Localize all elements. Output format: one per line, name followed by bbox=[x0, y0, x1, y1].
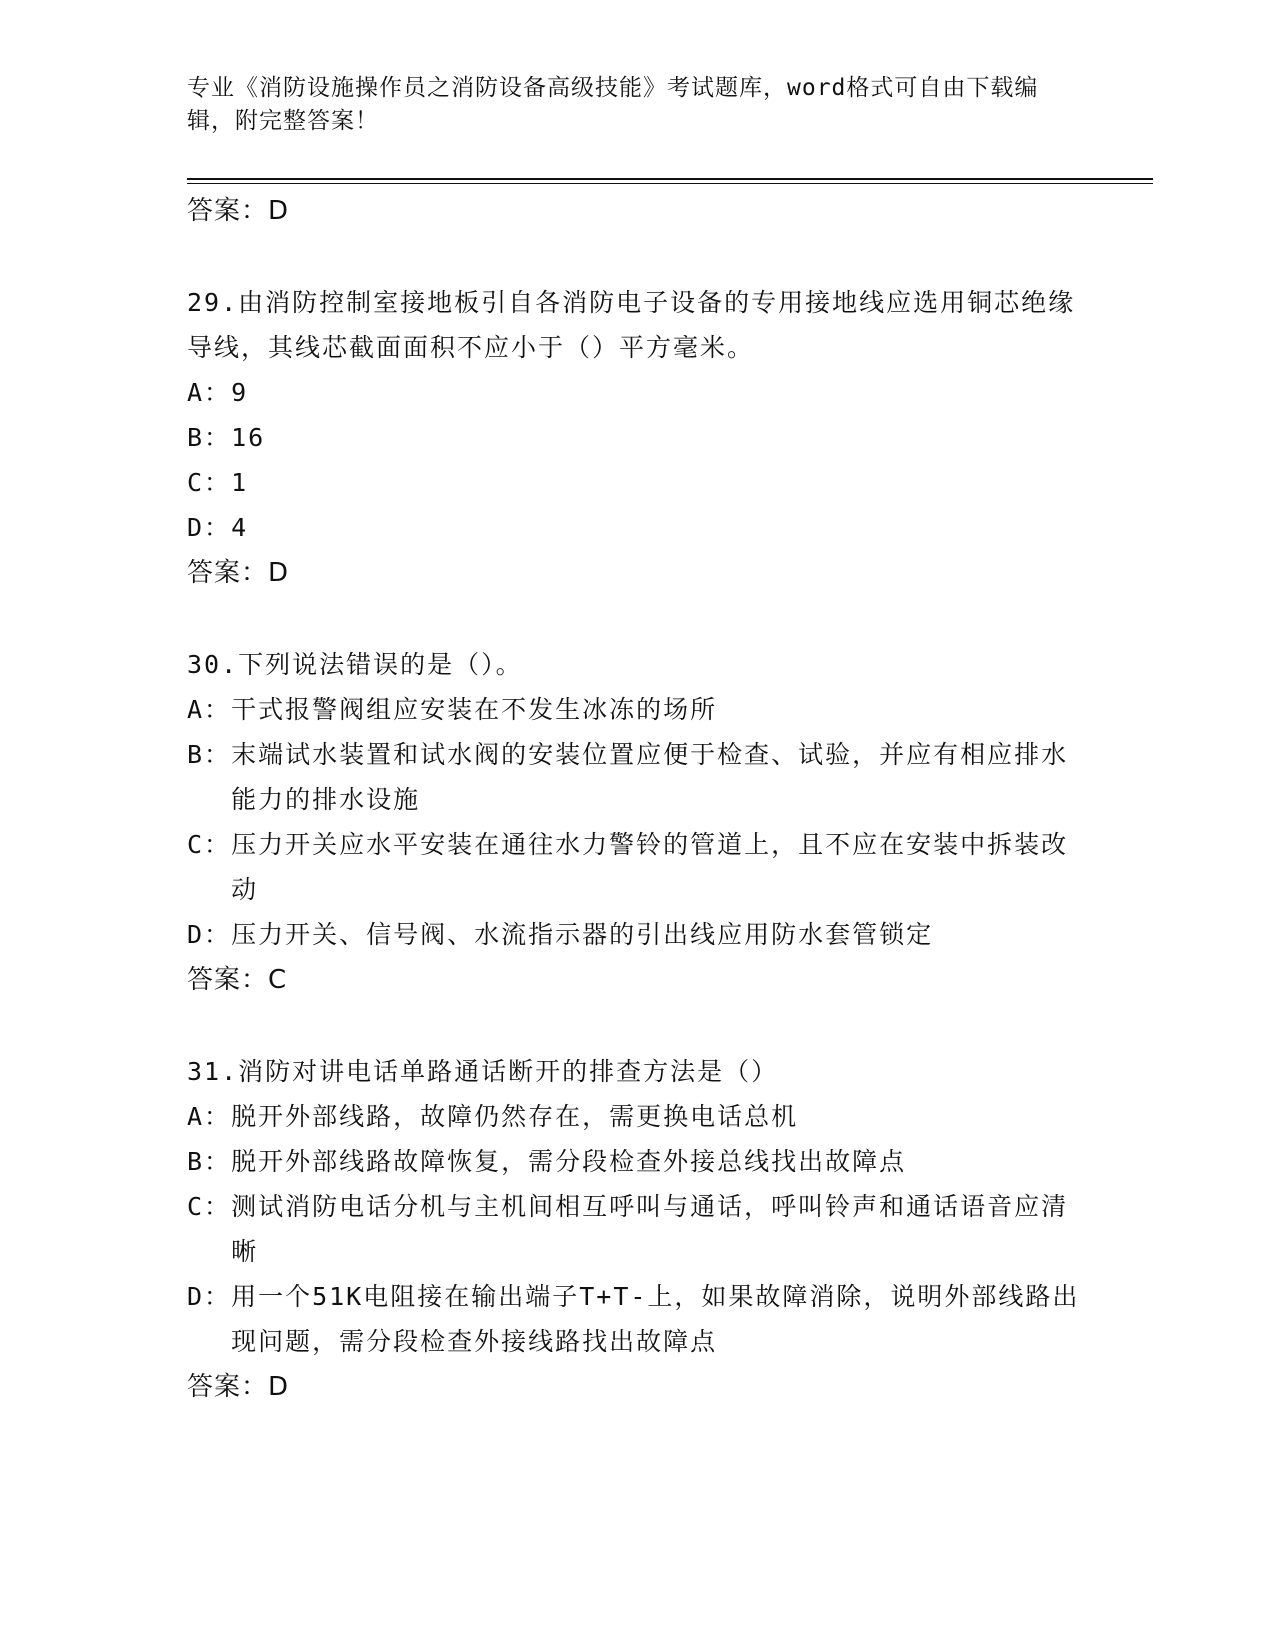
option-letter: D： bbox=[187, 513, 232, 542]
option-d bbox=[187, 1274, 1087, 1364]
option-text: 9 bbox=[231, 378, 249, 407]
option-letter: A： bbox=[187, 695, 232, 724]
option-text: 用一个51K电阻接在输出端子T+T-上，如果故障消除，说明外部线路出现问题，需分段检查外接线路找出故障点 bbox=[231, 1282, 1080, 1356]
option-d bbox=[187, 505, 1087, 550]
option-letter: B： bbox=[187, 423, 232, 452]
option-text: 测试消防电话分机与主机间相互呼叫与通话，呼叫铃声和通话语音应清晰 bbox=[231, 1192, 1069, 1266]
option-letter: A： bbox=[187, 378, 232, 407]
option-text: 脱开外部线路故障恢复，需分段检查外接总线找出故障点 bbox=[231, 1147, 907, 1176]
answer: 答案：D bbox=[187, 558, 290, 588]
option-b bbox=[187, 732, 1087, 822]
option-letter: D： bbox=[187, 1282, 232, 1311]
option-c bbox=[187, 1184, 1087, 1274]
option-text: 16 bbox=[231, 423, 266, 452]
previous-answer: 答案：D bbox=[187, 196, 290, 226]
question-text: 31.消防对讲电话单路通话断开的排查方法是（） bbox=[187, 1057, 779, 1086]
question-text: 30.下列说法错误的是（）。 bbox=[187, 650, 523, 679]
question-list bbox=[187, 188, 1087, 1410]
option-text: 末端试水装置和试水阀的安装位置应便于检查、试验，并应有相应排水能力的排水设施 bbox=[231, 740, 1069, 814]
option-c bbox=[187, 822, 1087, 912]
question-text: 29.由消防控制室接地板引自各消防电子设备的专用接地线应选用铜芯绝缘导线，其线芯截面面积不应小于（）平方毫米。 bbox=[187, 288, 1076, 362]
option-letter: C： bbox=[187, 830, 232, 859]
option-letter: C： bbox=[187, 468, 232, 497]
option-a bbox=[187, 370, 1087, 415]
option-text: 1 bbox=[231, 468, 249, 497]
option-text: 干式报警阀组应安装在不发生冰冻的场所 bbox=[231, 695, 718, 724]
question-30 bbox=[187, 642, 1087, 1003]
question-29 bbox=[187, 280, 1087, 596]
option-letter: A： bbox=[187, 1102, 232, 1131]
option-text: 4 bbox=[231, 513, 249, 542]
option-b bbox=[187, 1139, 1087, 1184]
answer: 答案：C bbox=[187, 965, 288, 995]
document-header: 专业《消防设施操作员之消防设备高级技能》考试题库，word格式可自由下载编辑，附完整答案！ bbox=[187, 75, 1039, 134]
option-letter: D： bbox=[187, 920, 232, 949]
answer: 答案：D bbox=[187, 1372, 290, 1402]
option-letter: C： bbox=[187, 1192, 232, 1221]
option-text: 脱开外部线路，故障仍然存在，需更换电话总机 bbox=[231, 1102, 799, 1131]
question-31 bbox=[187, 1049, 1087, 1410]
option-letter: B： bbox=[187, 1147, 232, 1176]
option-a bbox=[187, 687, 1087, 732]
header-rule-thin bbox=[187, 183, 1153, 184]
header-rule bbox=[187, 178, 1153, 180]
option-c bbox=[187, 460, 1087, 505]
option-letter: B： bbox=[187, 740, 232, 769]
option-b bbox=[187, 415, 1087, 460]
option-text: 压力开关应水平安装在通往水力警铃的管道上，且不应在安装中拆装改动 bbox=[231, 830, 1069, 904]
option-a bbox=[187, 1094, 1087, 1139]
option-d bbox=[187, 912, 1087, 957]
option-text: 压力开关、信号阀、水流指示器的引出线应用防水套管锁定 bbox=[231, 920, 934, 949]
